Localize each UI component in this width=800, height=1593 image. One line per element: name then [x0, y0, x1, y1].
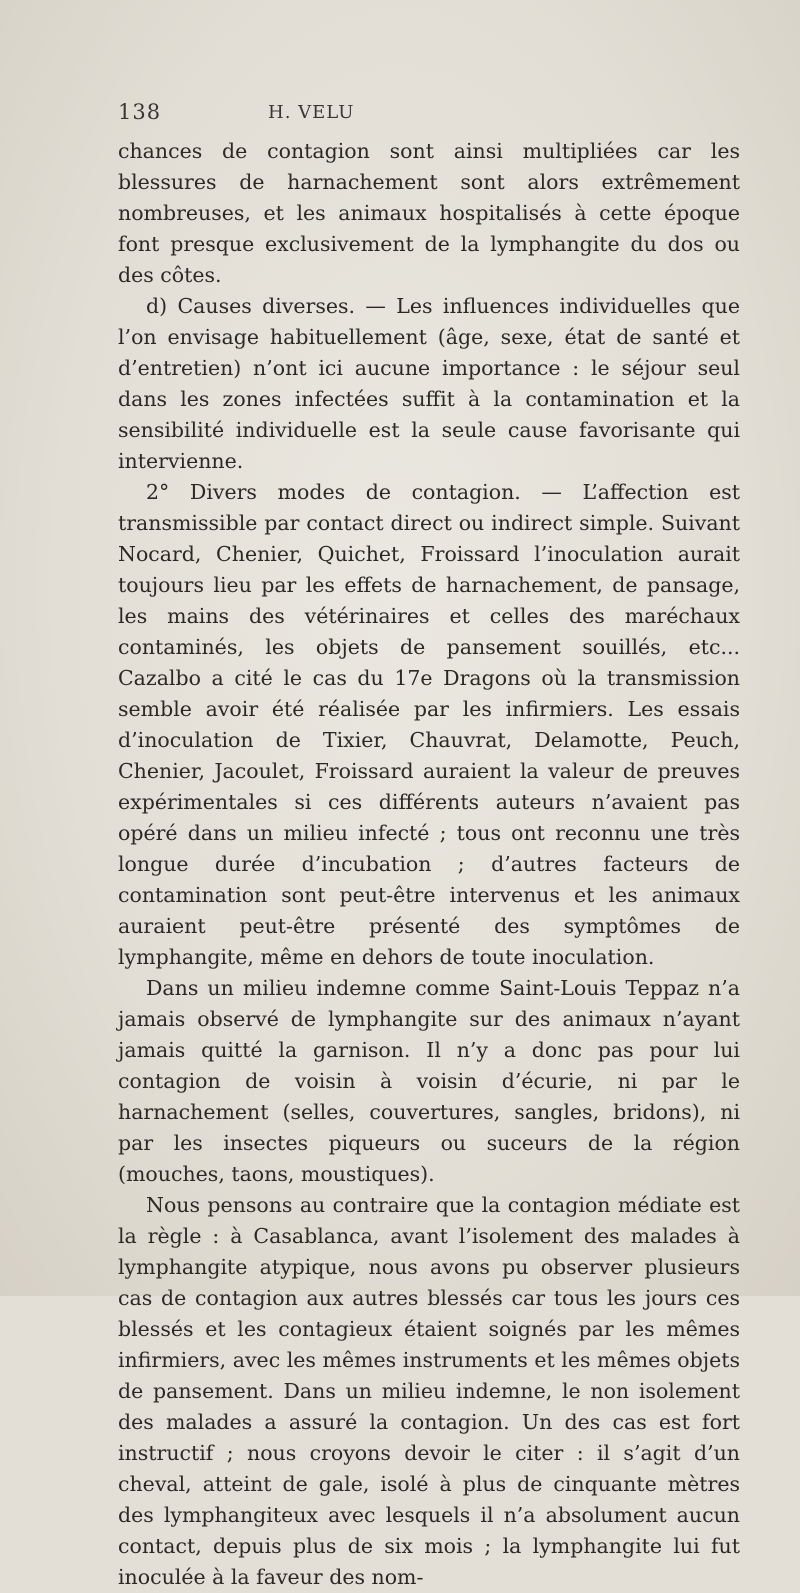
- paragraph: Nous pensons au contraire que la contagion médiate est la règle : à Casablanca, avant l’isolement des malades à lymphangite atypique, nous avons pu observer plusieurs cas de contagion aux autres blessés car tous les jours ces blessés et les contagieux étaient soignés par les mêmes infirmiers, avec les mêmes instruments et les mêmes objets de pansement. Dans un milieu indemne, le non isolement des malades a assuré la contagion. Un des cas est fort instructif ; nous croyons devoir le citer : il s’agit d’un cheval, atteint de gale, isolé à plus de cinquante mètres des lymphangiteux avec lesquels il n’a absolument aucun contact, depuis plus de six mois ; la lymphangite lui fut inoculée à la faveur des nom-: [118, 1193, 740, 1589]
- paragraph: 2° Divers modes de contagion. — L’affection est transmissible par contact direct ou indirect simple. Suivant Nocard, Chenier, Quichet, Froissard l’inoculation aurait toujours lieu par les effets de harnachement, de pansage, les mains des vétérinaires et celles des maréchaux contaminés, les objets de pansement souillés, etc... Cazalbo a cité le cas du 17e Dragons où la transmission semble avoir été réalisée par les infirmiers. Les essais d’inoculation de Tixier, Chauvrat, Delamotte, Peuch, Chenier, Jacoulet, Froissard auraient la valeur de preuves expérimentales si ces différents auteurs n’avaient pas opéré dans un milieu infecté ; tous ont reconnu une très longue durée d’incubation ; d’autres facteurs de contamination sont peut-être intervenus et les animaux auraient peut-être présenté des symptômes de lymphangite, même en dehors de toute inoculation.: [118, 480, 740, 969]
- paragraph: chances de contagion sont ainsi multipliées car les blessures de harnachement sont alors extrêmement nombreuses, et les animaux hospitalisés à cette époque font presque exclusivement de la lymphangite du dos ou des côtes.: [118, 139, 740, 287]
- page-number: 138: [118, 100, 162, 124]
- running-head: H. VELU: [268, 102, 355, 123]
- body-text: [118, 136, 740, 1593]
- paragraph: Dans un milieu indemne comme Saint-Louis Teppaz n’a jamais observé de lymphangite sur des animaux n’ayant jamais quitté la garnison. Il n’y a donc pas pour lui contagion de voisin à voisin d’écurie, ni par le harnachement (selles, couvertures, sangles, bridons), ni par les insectes piqueurs ou suceurs de la région (mouches, taons, moustiques).: [118, 976, 740, 1186]
- page-header: [118, 100, 738, 130]
- paragraph: d) Causes diverses. — Les influences individuelles que l’on envisage habituellement (âge, sexe, état de santé et d’entretien) n’ont ici aucune importance : le séjour seul dans les zones infectées suffit à la contamination et la sensibilité individuelle est la seule cause favorisante qui intervienne.: [118, 294, 740, 473]
